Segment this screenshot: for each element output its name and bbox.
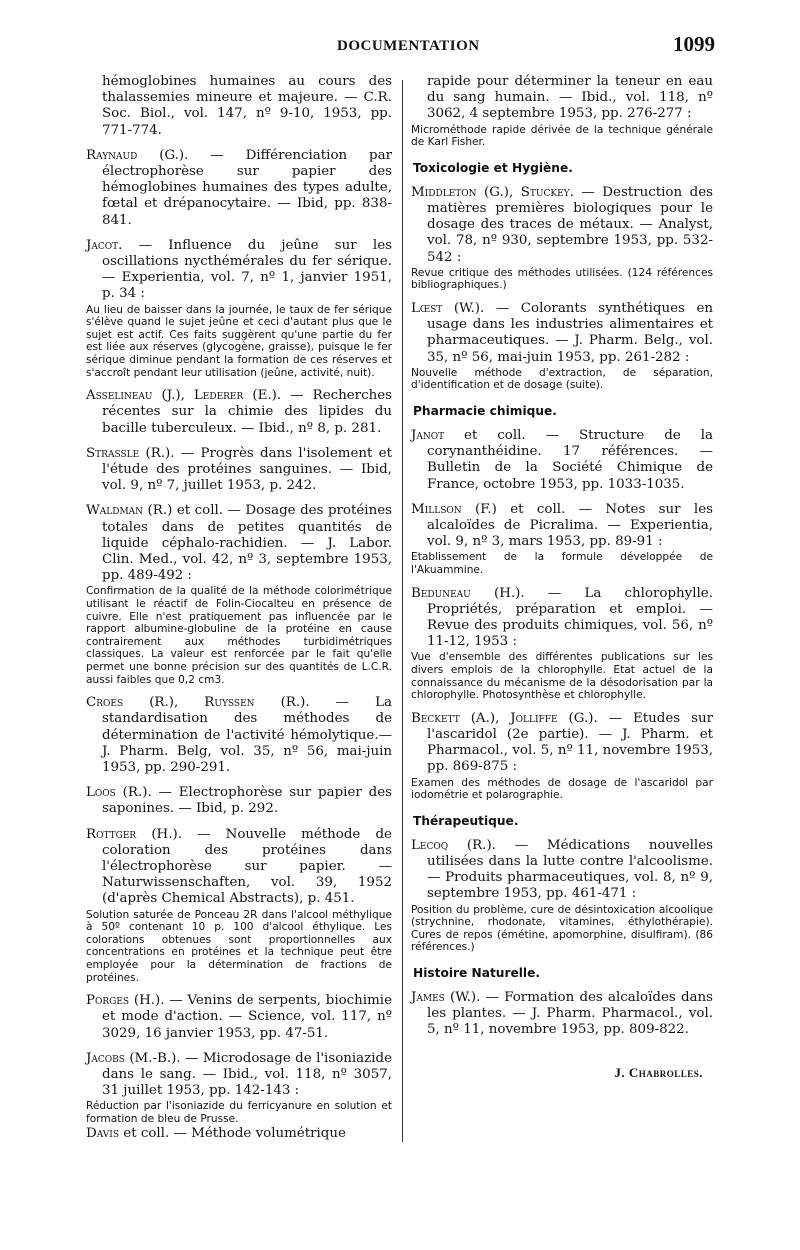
author-signature: J. Chabrolles. [614, 1064, 703, 1080]
reference-body: hémoglobines humaines au cours des thalassemies mineure et majeure. — C.R. Soc. Biol., vol. 147, nº 9-10, 1953, pp. 771-774. [102, 74, 392, 138]
reference-text [86, 446, 392, 495]
page-number: 1099 [673, 32, 715, 56]
bibliography-entry [411, 185, 713, 292]
author-name: Croes (R.), Ruyssen (R.). [86, 695, 310, 711]
page-header [0, 30, 800, 66]
abstract-note: Etablissement de la formule développée de l'Akuammine. [411, 551, 713, 577]
reference-text [86, 74, 392, 139]
reference-text [411, 74, 713, 123]
section-heading: Histoire Naturelle. [413, 965, 540, 980]
reference-body: et coll. — Structure de la corynanthéidine. 17 références. — Bulletin de la Société Chimique de France, octobre 1953, pp. 1033-1035. [427, 428, 713, 492]
reference-body: — Microdosage de l'isoniazide dans le sang. — Ibid., vol. 118, nº 3057, 31 juillet 1953, pp. 142-143 : [102, 1050, 392, 1099]
author-name: Asselineau (J.), Lederer (E.). [86, 388, 282, 404]
abstract-note: Solution saturée de Ponceau 2R dans l'alcool méthylique à 50º contenant 10 p. 100 d'alcool éthylique. Les colorations obtenues sont proportionnelles aux concentrations en protéines et la technique peut être employée pour la détermination de fractions de protéines. [86, 908, 392, 984]
abstract-note: Microméthode rapide dérivée de la technique générale de Karl Fisher. [411, 123, 713, 149]
bibliography-entry [86, 695, 392, 776]
author-name: Middleton (G.), Stuckey. [411, 184, 574, 200]
bibliography-entry [411, 711, 713, 802]
author-name: Loos (R.). [86, 785, 152, 801]
reference-text [86, 238, 392, 303]
reference-text [411, 301, 713, 366]
bibliography-entry [86, 785, 392, 817]
reference-body: — Médications nouvelles utilisées dans la lutte contre l'alcoolisme. — Produits pharmaceutiques, vol. 8, nº 9, septembre 1953, pp. 461-471 : [427, 837, 713, 902]
abstract-note: Revue critique des méthodes utilisées. (124 références bibliographiques.) [411, 266, 713, 292]
reference-text [86, 993, 392, 1042]
author-name: Lœst (W.). [411, 301, 485, 316]
reference-body: — Destruction des matières premières biologiques pour le dosage des traces de métaux. — Analyst, vol. 78, nº 930, septembre 1953, pp. 532-542 : [427, 184, 713, 265]
abstract-note: Au lieu de baisser dans la journée, le taux de fer sérique s'élève quand le sujet jeûne et ceci d'autant plus que le sujet est actif. Ces faits suggèrent qu'une partie du fer est liée aux réserves (glycogène, graisse), puisque le fer sérique diminue pendant la formation de ces réserves et s'accroît pendant leur utilisation (jeûne, activité, nuit). [86, 303, 392, 379]
reference-text [86, 1051, 392, 1100]
author-name: Millson (F.) [411, 501, 497, 517]
reference-body: — Venins de serpents, biochimie et mode d'action. — Science, vol. 117, nº 3029, 16 janvier 1953, pp. 47-51. [102, 993, 392, 1041]
reference-body: rapide pour déterminer la teneur en eau du sang humain. — Ibid., vol. 118, nº 3062, 4 septembre 1953, pp. 276-277 : [427, 74, 713, 122]
reference-text [86, 503, 392, 584]
abstract-note: Nouvelle méthode d'extraction, de séparation, d'identification et de dosage (suite). [411, 366, 713, 392]
reference-text [86, 695, 392, 776]
author-name: Jacot. [86, 237, 123, 253]
right-column [411, 74, 713, 1081]
reference-text [411, 990, 713, 1039]
reference-body: — Formation des alcaloïdes dans les plantes. — J. Pharm. Pharmacol., vol. 5, nº 11, novembre 1953, pp. 809-822. [427, 989, 713, 1038]
reference-body: — Recherches récentes sur la chimie des lipides du bacille tuberculeux. — Ibid., nº 8, p. 281. [102, 388, 393, 436]
bibliography-entry [411, 586, 713, 702]
reference-text [86, 827, 392, 908]
section-heading: Toxicologie et Hygiène. [413, 160, 573, 175]
reference-text [411, 838, 713, 903]
reference-body: — Progrès dans l'isolement et l'étude des protéines sanguines. — Ibid, vol. 9, nº 7, juillet 1953, p. 242. [102, 445, 392, 494]
section-heading: Pharmacie chimique. [413, 404, 557, 418]
reference-body: — Electrophorèse sur papier des saponines. — Ibid, p. 292. [102, 785, 392, 817]
reference-text [86, 388, 392, 437]
author-name: Rottger (H.). [86, 826, 182, 842]
reference-text [411, 185, 713, 266]
bibliography-entry [86, 993, 392, 1042]
bibliography-entry [86, 503, 392, 686]
reference-body: — Nouvelle méthode de coloration des protéines dans l'électrophorèse sur papier. — Naturwissenschaften, vol. 39, 1952 (d'après Chemical Abstracts), p. 451. [102, 826, 392, 907]
bibliography-entry [86, 1126, 392, 1142]
reference-text [411, 586, 713, 651]
bibliography-entry [86, 1051, 392, 1126]
reference-text [86, 1126, 392, 1142]
bibliography-entry [86, 388, 392, 437]
left-column [86, 74, 392, 1151]
author-name: Strassle (R.). [86, 445, 175, 461]
running-title: DOCUMENTATION [337, 38, 480, 54]
bibliography-entry [86, 74, 392, 139]
abstract-note: Position du problème, cure de désintoxication alcoolique (strychnine, rhodonate, vitamines, éthylothérapie). Cures de repos (émétine, apomorphine, disulfiram). (86 références.) [411, 903, 713, 954]
author-name: Beckett (A.), Jolliffe (G.). [411, 710, 598, 726]
reference-body: — La chlorophylle. Propriétés, préparation et emploi. — Revue des produits chimiques, vol. 56, nº 11-12, 1953 : [427, 585, 713, 650]
bibliography-entry [86, 446, 392, 495]
reference-body: et coll. — Dosage des protéines totales dans de petites quantités de liquide céphalo-rachidien. — J. Labor. Clin. Med., vol. 42, nº 3, septembre 1953, pp. 489-492 : [102, 503, 392, 584]
author-name: Beduneau (H.). [411, 585, 525, 601]
author-name: Davis [86, 1125, 120, 1141]
bibliography-entry [86, 148, 392, 229]
bibliography-entry [86, 827, 392, 985]
author-name: Waldman (R.) [86, 503, 173, 519]
author-name: Jacobs (M.-B.). [86, 1050, 181, 1066]
reference-text [411, 502, 713, 551]
reference-body: — Influence du jeûne sur les oscillations nycthémérales du fer sérique. — Experientia, vol. 7, nº 1, janvier 1951, p. 34 : [102, 237, 392, 302]
author-name: Janot [411, 428, 445, 443]
reference-text [86, 148, 392, 229]
bibliography-entry [411, 838, 713, 954]
author-name: Lecoq (R.). [411, 837, 496, 853]
reference-body: et coll. — Méthode volumétrique [119, 1125, 346, 1141]
author-name: James (W.). [411, 989, 481, 1005]
author-name: Raynaud (G.). [86, 147, 189, 163]
abstract-note: Confirmation de la qualité de la méthode colorimétrique utilisant le réactif de Folin-Ciocalteu en présence de cuivre. Elle n'est pratiquement pas influencée par le rapport albumine-globuline de la protéine en cause contrairement aux méthodes turbidimétriques classiques. La valeur est renforcée par le fait qu'elle permet une bonne précision sur des quantités de L.C.R. aussi faibles que 0,2 cm3. [86, 585, 392, 686]
reference-text [86, 785, 392, 817]
bibliography-entry [411, 502, 713, 577]
bibliography-entry [86, 238, 392, 379]
abstract-note: Réduction par l'isoniazide du ferricyanure en solution et formation de bleu de Prusse. [86, 1100, 392, 1125]
reference-body: — Différenciation par électrophorèse sur papier des hémoglobines humaines des types adulte, fœtal et drépanocytaire. — Ibid, pp. 838-841. [102, 147, 392, 228]
reference-body: — La standardisation des méthodes de détermination de l'activité hémolytique.— J. Pharm. Belg, vol. 35, nº 56, mai-juin 1953, pp. 290-291. [102, 695, 393, 775]
bibliography-entry [411, 74, 713, 149]
column-divider [402, 80, 403, 1142]
reference-body: — Colorants synthétiques en usage dans les industries alimentaires et pharmaceutiques. — J. Pharm. Belg., vol. 35, nº 56, mai-juin 1953, pp. 261-282 : [427, 301, 714, 365]
bibliography-entry [411, 301, 713, 392]
abstract-note: Vue d'ensemble des différentes publications sur les divers emplois de la chlorophylle. Etat actuel de la connaissance du mécanisme de la désodorisation par la chlorophylle. Photosynthèse et chlorophylle. [411, 651, 713, 702]
reference-body: et coll. — Notes sur les alcaloïdes de Picralima. — Experientia, vol. 9, nº 3, mars 1953, pp. 89-91 : [427, 501, 713, 550]
reference-text [411, 428, 713, 493]
reference-body: — Etudes sur l'ascaridol (2e partie). — J. Pharm. et Pharmacol., vol. 5, nº 11, novembre 1953, pp. 869-875 : [427, 710, 713, 775]
abstract-note: Examen des méthodes de dosage de l'ascaridol par iodométrie et polarographie. [411, 776, 713, 802]
author-name: Porges (H.). [86, 993, 165, 1009]
reference-text [411, 711, 713, 776]
bibliography-entry [411, 990, 713, 1039]
section-heading: Thérapeutique. [413, 813, 519, 828]
bibliography-entry [411, 428, 713, 493]
